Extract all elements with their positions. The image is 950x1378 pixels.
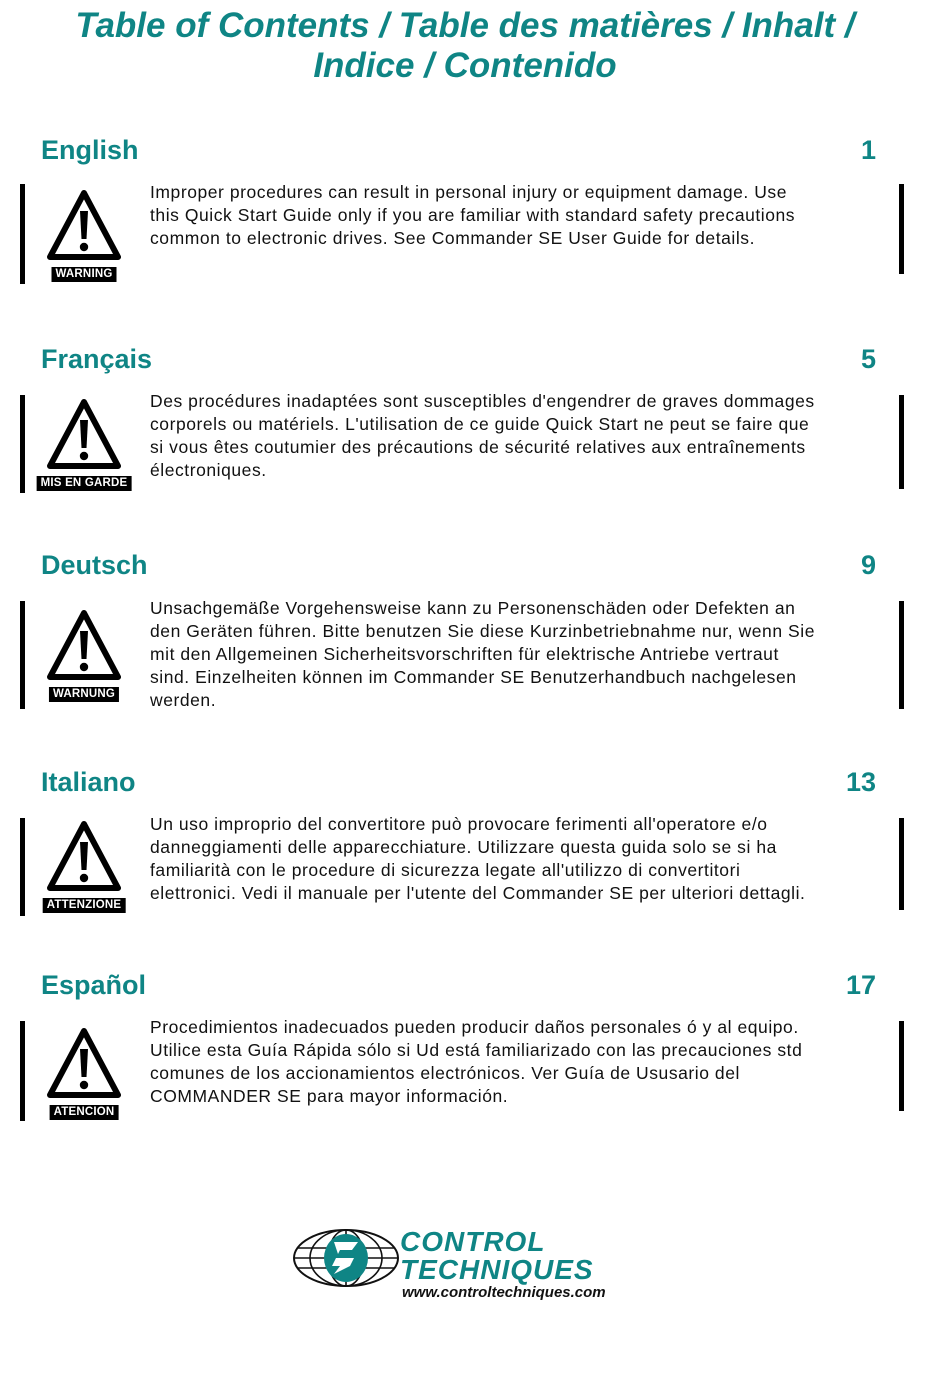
warning-label: ATENCION (50, 1105, 119, 1120)
warning-sign (27, 820, 141, 920)
section-english (0, 134, 950, 294)
right-margin-bar (899, 601, 904, 709)
left-margin-bar (20, 1021, 25, 1121)
website-url[interactable]: www.controltechniques.com (402, 1284, 606, 1301)
warning-triangle-icon (47, 609, 121, 683)
warning-sign (27, 189, 141, 289)
control-techniques-logo (290, 1224, 650, 1314)
section-language: English (41, 135, 139, 165)
section-italiano (0, 766, 950, 926)
warning-sign (27, 609, 141, 709)
section-page-number[interactable]: 13 (845, 767, 876, 797)
left-margin-bar (20, 601, 25, 709)
section-espanol (0, 969, 950, 1129)
warning-sign (27, 1027, 141, 1127)
section-page-number[interactable]: 1 (860, 135, 876, 165)
brand-name-line2: TECHNIQUES (400, 1254, 594, 1285)
section-language: Français (41, 344, 153, 374)
section-language: Deutsch (41, 550, 148, 580)
globe-logo-icon (292, 1228, 400, 1288)
warning-text: Improper procedures can result in personal injury or equipment damage. Use this Quick Start Guide only if you are familiar with standard safety precautions common to electronic drives. See Commander SE User Guide for details. (150, 182, 796, 248)
section-page-number[interactable]: 9 (860, 550, 876, 580)
section-language: Español (41, 970, 147, 1000)
right-margin-bar (899, 1021, 904, 1111)
warning-label: ATTENZIONE (43, 898, 126, 913)
warning-text: Unsachgemäße Vorgehensweise kann zu Personenschäden oder Defekten an den Geräten führen. Bitte benutzen Sie diese Kurzinbetriebnahme nur, wenn Sie mit den Allgemeinen Sicherheitsvorschriften für elektrische Antriebe vertraut sind. Einzelheiten können im Commander SE Benutzerhandbuch nachgelesen werden. (150, 598, 815, 710)
section-page-number[interactable]: 17 (845, 970, 876, 1000)
warning-label: WARNING (52, 267, 117, 282)
left-margin-bar (20, 184, 25, 284)
warning-label: MIS EN GARDE (37, 476, 132, 491)
warning-label: WARNUNG (49, 687, 119, 702)
warning-triangle-icon (47, 189, 121, 263)
warning-text: Un uso improprio del convertitore può provocare ferimenti all'operatore e/o danneggiamenti delle apparecchiature. Utilizzare questa guida solo se si ha familiarità con le procedure di sicurezza legate all'utilizzo di convertitori elettronici. Vedi il manuale per l'utente del Commander SE per ulteriori dettagli. (150, 814, 806, 903)
warning-triangle-icon (47, 398, 121, 472)
right-margin-bar (899, 184, 904, 274)
brand-name-line1: CONTROL (400, 1226, 546, 1257)
page-title: Table of Contents / Table des matières / Inhalt / Indice / Contenido (75, 6, 855, 85)
left-margin-bar (20, 818, 25, 916)
section-page-number[interactable]: 5 (860, 344, 876, 374)
warning-triangle-icon (47, 820, 121, 894)
warning-sign (27, 398, 141, 498)
right-margin-bar (899, 395, 904, 489)
warning-text: Procedimientos inadecuados pueden producir daños personales ó y al equipo. Utilice esta Guía Rápida sólo si Ud está familiarizado con las precauciones std comunes de los accionamientos electrónicos. Ver Guía de Ususario del COMMANDER SE para mayor información. (150, 1017, 803, 1106)
right-margin-bar (899, 818, 904, 910)
section-language: Italiano (41, 767, 136, 797)
warning-triangle-icon (47, 1027, 121, 1101)
section-deutsch (0, 549, 950, 719)
warning-text: Des procédures inadaptées sont susceptibles d'engendrer de graves dommages corporels ou matériels. L'utilisation de ce guide Quick Start ne peut se faire que si vous êtes coutumier des précautions de sécurité relatives aux entraînements électroniques. (150, 391, 815, 480)
section-francais (0, 343, 950, 503)
left-margin-bar (20, 395, 25, 493)
